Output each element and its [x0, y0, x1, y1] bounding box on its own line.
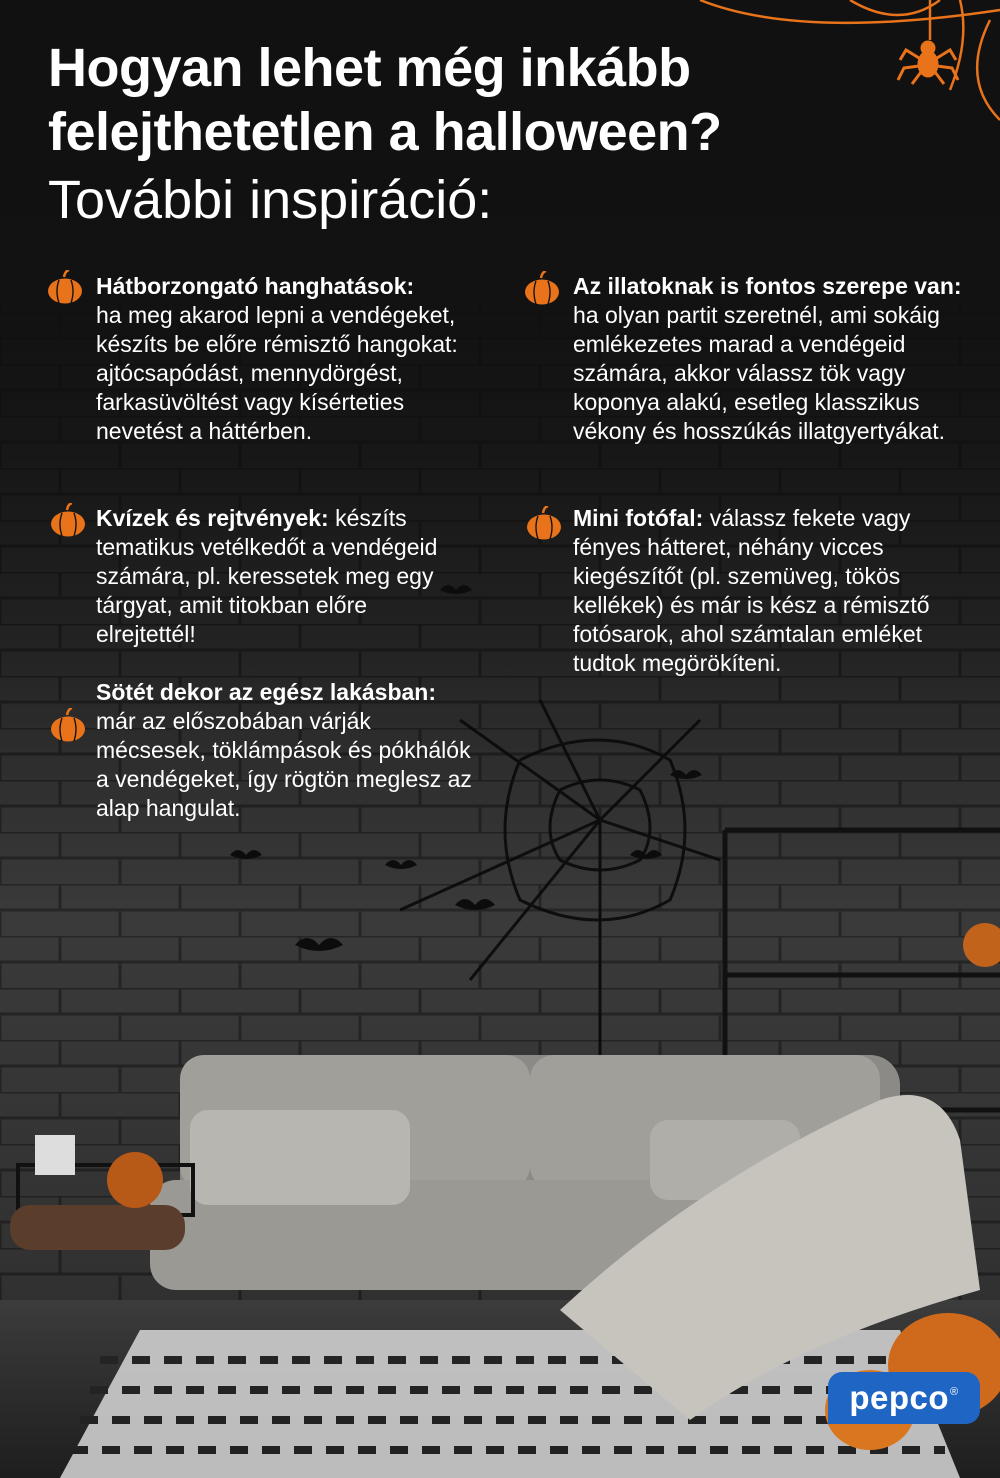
pepco-logo	[828, 1372, 980, 1424]
tip-quizzes	[96, 504, 456, 649]
tip-text: ha olyan partit szeretnél, ami sokáig emlékezetes marad a vendégeid számára, akkor válassz tök vagy koponya alakú, esetleg klasszikus vékony és hosszúkás illatgyertyákat.	[573, 302, 946, 444]
pumpkin-icon	[50, 503, 86, 537]
tip-text: ha meg akarod lepni a vendégeket, készíts be előre rémisztő hangokat: ajtócsapódást, mennydörgést, farkasüvöltést vagy kísérteties nevetést a háttérben.	[96, 302, 458, 444]
pumpkin-icon	[524, 271, 560, 305]
tip-title: Az illatoknak is fontos szerepe van:	[573, 273, 962, 299]
tip-text: készíts tematikus vetélkedőt a vendégeid számára, pl. keressetek meg egy tárgyat, amit titokban előre elrejtettél!	[96, 505, 438, 647]
tip-text: már az előszobában várják mécsesek, töklámpások és pókhálók a vendégeket, így rögtön meglesz az alap hangulat.	[96, 708, 472, 821]
tip-title: Kvízek és rejtvények:	[96, 505, 329, 531]
tip-scents	[573, 272, 968, 446]
tip-dark-decor	[96, 678, 486, 823]
tip-photo-wall	[573, 504, 958, 678]
page-subtitle: További inspiráció:	[48, 170, 493, 230]
tip-sound-effects	[96, 272, 496, 446]
tip-title: Sötét dekor az egész lakásban:	[96, 679, 437, 705]
page-title: Hogyan lehet még inkább felejthetetlen a halloween?	[48, 38, 722, 162]
tip-title: Mini fotófal:	[573, 505, 704, 531]
pumpkin-icon	[50, 708, 86, 742]
pumpkin-icon	[526, 506, 562, 540]
brand-name: pepco	[849, 1379, 950, 1416]
pumpkin-icon	[47, 270, 83, 304]
brand-mark: ®	[950, 1386, 959, 1398]
striped-rug	[60, 1330, 960, 1478]
tip-title: Hátborzongató hanghatások:	[96, 273, 415, 299]
tip-text: válassz fekete vagy fényes hátteret, néhány vicces kiegészítőt (pl. szemüveg, tökös kellékek) és már is kész a rémisztő fotósarok, ahol számtalan emléket tudtok megörökíteni.	[573, 505, 930, 676]
